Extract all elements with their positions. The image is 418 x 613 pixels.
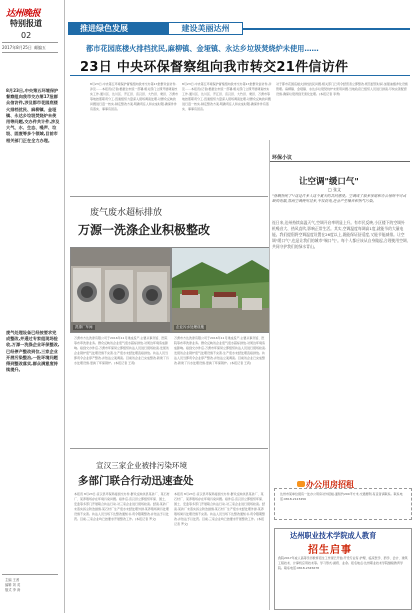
divider (70, 196, 268, 197)
banner-left: 推进绿色发展 (68, 22, 168, 35)
facility-photo (171, 247, 270, 333)
article1-body-mid: 8月23日,中央第五环境保护督察组向我市交办第17批群众信访件,涉及……本报讯(记者)根据全市统一部署,相关部门立即开展调查核实工作,通川区、达川区、开江县、宣汉县、大竹县、渠县、万源市等地按照职责分工,迅速组织力量深入现场调查处理,对群众反映的问题进行逐一核实,制定整改方案,明确责任人和完成时限,确保件件有落实、事事有回音。 (182, 82, 272, 111)
banner-right: 建设美丽达州 (168, 22, 243, 35)
divider (70, 75, 410, 76)
photo-caption: 企业污水处理设施 (176, 325, 204, 329)
article1-kicker: 都市花园底楼火排档扰民,麻柳镇、金垭镇、永达乡垃圾焚烧炉未使用…… (86, 44, 319, 53)
article2-kicker: 废气废水超标排放 (90, 208, 163, 218)
divider (2, 42, 58, 43)
article1-body-right: 对于都市花园底楼火排档扰民问题,相关部门已责令经营者立即整改,规范经营时间,加强油烟净化设施管理。麻柳镇、金垭镇、永达乡垃圾焚烧炉未使用问题,当地政府已组织人员进行排查,尽快完善配套设施,确保垃圾得到无害化处理。(本报记者 李青) (276, 82, 408, 96)
summary-mid: 废气处理设备已经按要求完成整改,并通过专家组现场验收,万源一洗涤企业环保整改,已经停产整改到位,三家企业开展污染整治,一批环境问题得到整改落实,群众满意度持续提升。 (6, 330, 60, 373)
article3-headline: 多部门联合行动迅速查处 (78, 475, 194, 487)
column-separator (64, 0, 65, 613)
opinion-author: □ 张文 (328, 187, 342, 192)
divider (70, 448, 268, 449)
summary-top: 8月23日,中央第五环境保护督察组向我市交办第17批群众信访件,涉及都市花园底楼火排档扰民、麻柳镇、金垭镇、永达乡垃圾焚烧炉未使用等问题,交办件共计件,涉及大气、水、生态、噪声、垃圾、固废等多个领域,目前市相关部门正在全力办理。 (6, 88, 60, 143)
opinion-title: 让空调"缓口气" (299, 177, 359, 187)
laundry-machines-image (71, 248, 170, 332)
banner-rule (243, 28, 410, 30)
article2-body-left: 万源市方达洗涤有限公司于2016年11月建成投产,主要从事宾馆、医院等布草洗涤业务。群众反映该企业废气废水超标排放,对周边环境造成影响。接到交办件后,万源市环保局立即组织执法人员进行现场检查,发现该企业锅炉废气处理设施不完善,生产废水未经处理直接排放。执法人员当即责令企业停产整改,并依法立案调查。目前该企业已完成整改,新建了污水处理设施,更换了环保锅炉。(本报记者 王莉) (74, 336, 169, 365)
article2-body-right: 万源市方达洗涤有限公司于2016年11月建成投产,主要从事宾馆、医院等布草洗涤业务。群众反映该企业废气废水超标排放,对周边环境造成影响。接到交办件后,万源市环保局立即组织执法人员进行现场检查,发现该企业锅炉废气处理设施不完善,生产废水未经处理直接排放。执法人员当即责令企业停产整改,并依法立案调查。目前该企业已完成整改,新建了污水处理设施,更换了环保锅炉。(本报记者 王莉) (174, 336, 266, 365)
photo-caption: 洗涤厂车间 (75, 325, 93, 329)
staff-line: 主编 王茜 (5, 578, 20, 582)
issue-date: 2017年8月25日 (2, 45, 32, 50)
opinion-deck: "热啊热死了"!这是许多人这个夏天的共同感受。空调成了很多家庭和办公场所不可或缺的电器,然而空调使用过多,不仅耗电,还会产生噪音和热气污染。 (272, 194, 407, 203)
laundry-photo (70, 247, 171, 333)
section-label: 特别报道 (10, 19, 42, 28)
column-separator (269, 140, 270, 610)
newspaper-logo: 达州晚报 (6, 9, 41, 19)
article1-body-left: 8月23日,中央第五环境保护督察组向我市交办第17批群众信访件,涉及……本报讯(记者)根据全市统一部署,相关部门立即开展调查核实工作,通川区、达川区、开江县、宣汉县、大竹县、渠县、万源市等地按照职责分工,迅速组织力量深入现场调查处理,对群众反映的问题进行逐一核实,制定整改方案,明确责任人和完成时限,确保件件有落实、事事有回音。 (90, 82, 178, 111)
ad-enrollment-school: 达州职业技术学院成人教育 (290, 531, 377, 540)
flame-icon (297, 481, 305, 487)
page-number: 02 (21, 31, 32, 40)
editor-label: 邮编五 (34, 45, 46, 50)
ad-enrollment-body: 我院2017年成人高等学历教育招生工作现已开始,开设专业有:护理、临床医学、药学、会计、建筑工程技术、计算机应用技术等。学习形式:函授、业余。报名地点:达州职业技术学院继续教育学院。联系电话:0818-2345678 (278, 556, 408, 570)
ad-enrollment-title: 招生启事 (308, 545, 352, 556)
divider (2, 574, 58, 575)
column-rule (270, 161, 410, 162)
opinion-body: 连日来,达州持续高温天气,空调开启率明显上升。有市民反映,小区楼下的空调外机噪音大、热风直吹,影响正常生活。其实,空调温度每调高1度,就能节约大量电能。我们提倡将空调温度设置在26度以上,既能保证舒适度,又能节能减排。让空调"缓口气",也是让我们的城市"喘口气"。每个人都应该从自身做起,合理使用空调,共同守护我们的绿水青山。 (272, 220, 408, 249)
article1-headline: 23日 中央环保督察组向我市转交21件信访件 (80, 60, 349, 75)
facility-landscape-image (172, 248, 269, 332)
article3-body-left: 本报讯 8月23日,宣汉县环保局接到交办件,群众反映该县某砖厂、某石材厂、某养殖场存在环境污染问题。接件后,宣汉县立即组织环保、国土、安监等多部门开展联合执法行动,对三家企业进行现场检查。经查,某砖厂未落实扬尘防治措施,某石材厂生产废水未经处理外排,某养殖场粪污处理设施不完善。执法人员当场下达整改通知书,责令限期整改,并依法予以处罚。目前,三家企业均已按要求开展整改工作。(本报记者 罗文) (74, 492, 170, 521)
staff-credits (5, 578, 59, 593)
left-sidebar (0, 0, 64, 613)
column-label: 环保小议 (272, 155, 293, 161)
ad-rental-body: 达州市某单位现有一处办公用房对外招租,面积约200平方米,交通便利,有意者请联系。联系电话:0818-2123456 (280, 492, 403, 501)
staff-line: 编辑 刘 英 (5, 583, 21, 587)
divider (2, 52, 58, 53)
article2-headline: 万源一洗涤企业积极整改 (78, 223, 211, 237)
ad-rental-title: 办公用房招租 (306, 480, 354, 489)
staff-line: 版式 李 涛 (5, 588, 21, 592)
article3-kicker: 宣汉三家企业被排污染环境 (96, 461, 188, 470)
article3-body-right: 本报讯 8月23日,宣汉县环保局接到交办件,群众反映该县某砖厂、某石材厂、某养殖场存在环境污染问题。接件后,宣汉县立即组织环保、国土、安监等多部门开展联合执法行动,对三家企业进行现场检查。经查,某砖厂未落实扬尘防治措施,某石材厂生产废水未经处理外排,某养殖场粪污处理设施不完善。执法人员当场下达整改通知书,责令限期整改,并依法予以处罚。目前,三家企业均已按要求开展整改工作。(本报记者 罗文) (174, 492, 265, 526)
